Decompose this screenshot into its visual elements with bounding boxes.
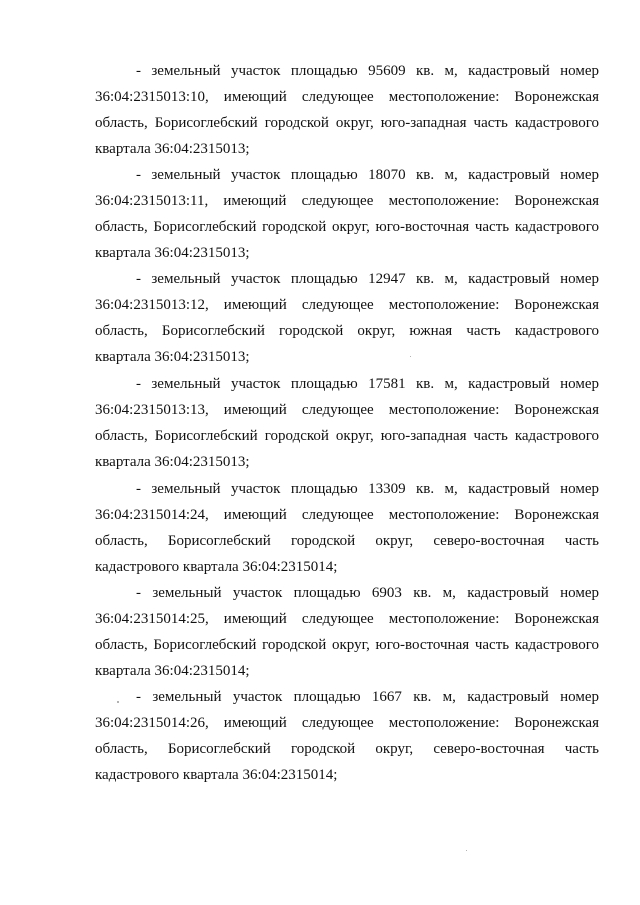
scan-speck: [410, 356, 411, 357]
paragraph-line: область, Борисоглебский городской округ, северо-восточная часть: [95, 533, 599, 549]
paragraph-line: кадастрового квартала 36:04:2315014;: [95, 767, 338, 783]
paragraph-line: область, Борисоглебский городской округ, юго-восточная часть кадастрового: [95, 637, 599, 653]
land-plot-item: [95, 58, 599, 162]
paragraph-line: 36:04:2315013:13, имеющий следующее местоположение: Воронежская: [95, 402, 599, 418]
paragraph-line: кадастрового квартала 36:04:2315014;: [95, 559, 338, 575]
paragraph-line: квартала 36:04:2315013;: [95, 349, 250, 365]
land-plot-item: [95, 684, 599, 788]
paragraph-line: область, Борисоглебский городской округ, южная часть кадастрового: [95, 323, 599, 339]
land-plot-item: [95, 266, 599, 370]
paragraph-line: - земельный участок площадью 17581 кв. м, кадастровый номер: [136, 376, 599, 392]
paragraph-line: квартала 36:04:2315013;: [95, 141, 250, 157]
paragraph-line: квартала 36:04:2315013;: [95, 245, 250, 261]
land-plot-item: [95, 371, 599, 475]
paragraph-line: квартала 36:04:2315013;: [95, 454, 250, 470]
paragraph-line: - земельный участок площадью 18070 кв. м, кадастровый номер: [136, 167, 599, 183]
scan-speck: [466, 850, 467, 851]
paragraph-line: - земельный участок площадью 95609 кв. м, кадастровый номер: [136, 63, 599, 79]
paragraph-line: - земельный участок площадью 6903 кв. м, кадастровый номер: [136, 585, 599, 601]
land-plot-item: [95, 580, 599, 684]
paragraph-line: - земельный участок площадью 13309 кв. м, кадастровый номер: [136, 481, 599, 497]
paragraph-line: 36:04:2315014:26, имеющий следующее местоположение: Воронежская: [95, 715, 599, 731]
paragraph-line: 36:04:2315013:12, имеющий следующее местоположение: Воронежская: [95, 297, 599, 313]
paragraph-line: 36:04:2315013:11, имеющий следующее местоположение: Воронежская: [95, 193, 599, 209]
scan-speck: [117, 701, 119, 703]
paragraph-line: 36:04:2315013:10, имеющий следующее местоположение: Воронежская: [95, 89, 599, 105]
paragraph-line: - земельный участок площадью 1667 кв. м, кадастровый номер: [136, 689, 599, 705]
paragraph-line: область, Борисоглебский городской округ, юго-восточная часть кадастрового: [95, 219, 599, 235]
paragraph-line: - земельный участок площадью 12947 кв. м, кадастровый номер: [136, 271, 599, 287]
land-plot-item: [95, 476, 599, 580]
paragraph-line: 36:04:2315014:25, имеющий следующее местоположение: Воронежская: [95, 611, 599, 627]
paragraph-line: квартала 36:04:2315014;: [95, 663, 250, 679]
paragraph-line: область, Борисоглебский городской округ, юго-западная часть кадастрового: [95, 115, 599, 131]
paragraph-line: 36:04:2315014:24, имеющий следующее местоположение: Воронежская: [95, 507, 599, 523]
land-plot-item: [95, 162, 599, 266]
paragraph-line: область, Борисоглебский городской округ, северо-восточная часть: [95, 741, 599, 757]
paragraph-line: область, Борисоглебский городской округ, юго-западная часть кадастрового: [95, 428, 599, 444]
